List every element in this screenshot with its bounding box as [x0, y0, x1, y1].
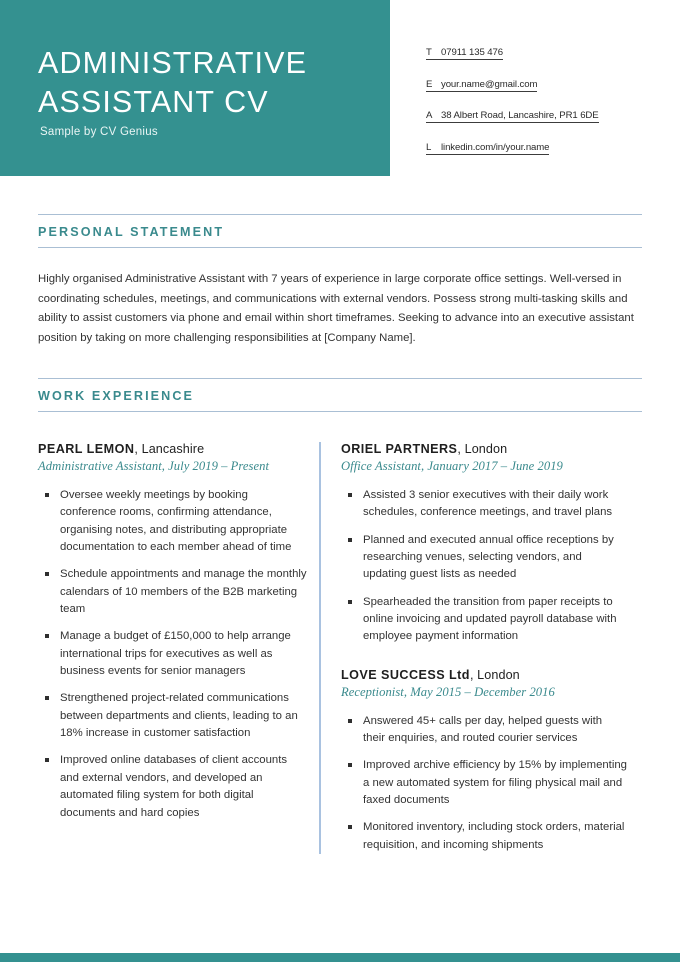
job-title-dates: Receptionist, May 2015 – December 2016	[341, 684, 555, 699]
job-location: London	[477, 667, 520, 682]
section-rule-bottom	[38, 247, 642, 248]
section-personal-statement	[38, 214, 642, 348]
contact-row-address	[426, 110, 656, 123]
linkedin-icon: L	[426, 141, 432, 153]
section-rule-bottom	[38, 411, 642, 412]
job-company-name: LOVE SUCCESS Ltd	[341, 667, 470, 682]
contact-address-value: 38 Albert Road, Lancashire, PR1 6DE	[441, 110, 599, 121]
job-bullet-list	[341, 487, 627, 646]
address-icon: A	[426, 110, 433, 121]
job-bullet: Manage a budget of £150,000 to help arrange international trips for executives as well as business events for senior managers	[38, 628, 307, 680]
job-entry	[341, 668, 627, 854]
job-company-line	[341, 442, 627, 456]
job-bullet: Monitored inventory, including stock orders, material requisition, and incoming shipments	[341, 819, 627, 854]
phone-icon: T	[426, 47, 432, 58]
job-location: London	[464, 442, 508, 456]
job-location: Lancashire	[141, 442, 205, 456]
job-bullet: Schedule appointments and manage the monthly calendars of 10 members of the B2B marketing team	[38, 566, 307, 618]
experience-grid	[38, 442, 642, 854]
job-company-line	[38, 442, 307, 456]
section-rule-top	[38, 378, 642, 379]
job-entry	[341, 442, 627, 646]
job-bullet: Assisted 3 senior executives with their daily work schedules, conference meetings, and travel plans	[341, 487, 627, 522]
job-entry	[38, 442, 307, 822]
page-title: ADMINISTRATIVE ASSISTANT CV	[38, 46, 308, 120]
contact-email-value[interactable]: your.name@gmail.com	[441, 78, 538, 90]
job-company-separator: ,	[457, 442, 465, 456]
job-bullet-list	[38, 487, 307, 822]
job-bullet: Improved archive efficiency by 15% by implementing a new automated system for filing physical mail and faxed documents	[341, 757, 627, 809]
job-title-dates: Administrative Assistant, July 2019 – Present	[38, 459, 270, 473]
contact-row-phone	[426, 47, 656, 60]
footer-accent-band	[0, 953, 680, 962]
section-rule-top	[38, 214, 642, 215]
contact-block	[426, 47, 656, 155]
section-heading-personal-statement: PERSONAL STATEMENT	[38, 225, 225, 239]
job-bullet: Planned and executed annual office receptions by researching venues, selecting vendors, and updating guest lists as needed	[341, 532, 627, 584]
job-company-line	[341, 668, 627, 682]
section-heading-work-experience: WORK EXPERIENCE	[38, 389, 195, 403]
contact-row-email[interactable]	[426, 79, 656, 92]
personal-statement-body: Highly organised Administrative Assistant with 7 years of experience in large corporate office settings. Well-versed in coordinating schedules, meetings, and communications with external vendors. Possess strong multi-tasking skills and ability to assist customers via phone and email within short timeframes. Seeking to advance into an executive assistant position by taking on more challenging responsibilities at [Company Name].	[38, 273, 634, 344]
job-company-separator: ,	[469, 667, 478, 682]
job-company-separator: ,	[134, 442, 142, 456]
job-company-name: ORIEL PARTNERS	[341, 442, 458, 456]
contact-row-linkedin[interactable]	[426, 142, 656, 155]
contact-phone-value: 07911 135 476	[441, 47, 504, 58]
header-subtitle: Sample by CV Genius	[40, 126, 158, 138]
email-icon: E	[426, 78, 433, 90]
job-bullet-list	[341, 713, 627, 854]
job-bullet: Spearheaded the transition from paper receipts to online invoicing and updated payroll database with employee payment information	[341, 594, 627, 646]
job-company-name: PEARL LEMON	[38, 442, 135, 456]
contact-linkedin-value[interactable]: linkedin.com/in/your.name	[441, 141, 550, 153]
job-bullet: Strengthened project-related communications between departments and clients, leading to an 18% increase in customer satisfaction	[38, 690, 307, 742]
experience-column-right	[335, 442, 627, 854]
column-divider	[319, 442, 321, 854]
job-bullet: Improved online databases of client accounts and external vendors, and developed an automated filing system for both digital documents and hard copies	[38, 752, 307, 821]
job-bullet: Oversee weekly meetings by booking conference rooms, confirming attendance, organising notes, and distributing appropriate documentation to each member ahead of time	[38, 487, 307, 556]
job-title-dates: Office Assistant, January 2017 – June 2019	[341, 459, 563, 473]
experience-column-left	[38, 442, 319, 822]
section-work-experience	[38, 378, 642, 854]
job-bullet: Answered 45+ calls per day, helped guests with their enquiries, and routed courier services	[341, 713, 627, 748]
